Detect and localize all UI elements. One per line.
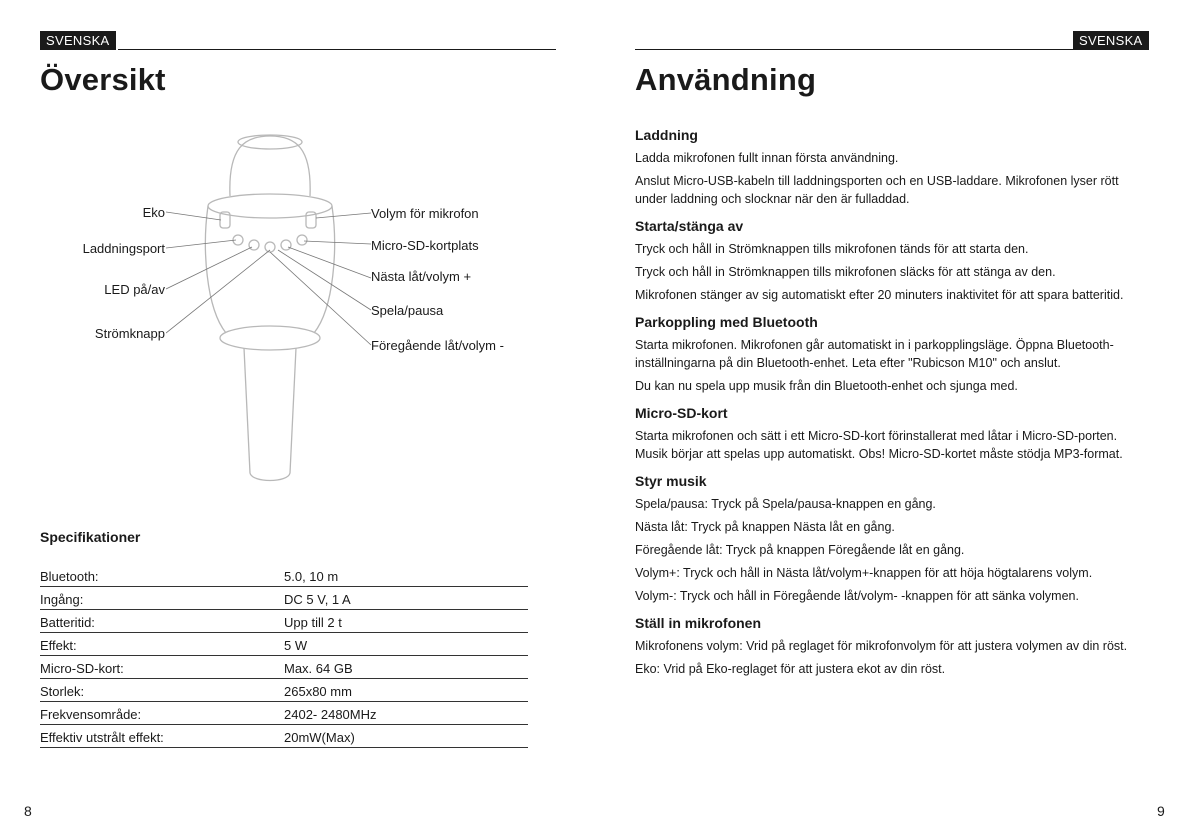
paragraph: Mikrofonens volym: Vrid på reglaget för mikrofonvolym för att justera volymen av din röst. [635, 639, 1128, 653]
paragraph: Spela/pausa: Tryck på Spela/pausa-knappen en gång. [635, 497, 936, 511]
language-badge-left: SVENSKA [40, 31, 116, 50]
callout-spela-pausa: Spela/pausa [371, 303, 444, 318]
spec-key: Effektiv utstrålt effekt: [40, 730, 164, 745]
microphone-diagram [166, 128, 376, 493]
callout-volym-mikrofon: Volym för mikrofon [371, 206, 479, 221]
callout-foregaende-lat: Föregående låt/volym - [371, 338, 504, 353]
paragraph: Föregående låt: Tryck på knappen Föregående låt en gång. [635, 543, 965, 557]
section-heading: Styr musik [635, 473, 707, 489]
usage-content [635, 126, 1151, 683]
spec-heading: Specifikationer [40, 529, 141, 545]
spec-key: Batteritid: [40, 615, 95, 630]
spec-row [40, 679, 528, 702]
spec-key: Storlek: [40, 684, 85, 699]
page-number-right: 9 [1157, 803, 1165, 819]
page-number-left: 8 [24, 803, 32, 819]
paragraph: Starta mikrofonen och sätt i ett Micro-SD-kort förinstallerat med låtar i Micro-SD-porten. Musik börjar att spelas upp automatiskt. Obs! Micro-SD-kortet måste stödja MP3-format. [635, 429, 1123, 461]
spec-row [40, 610, 528, 633]
callout-led: LED på/av [104, 282, 165, 297]
page-title-left: Översikt [40, 62, 166, 97]
spec-key: Micro-SD-kort: [40, 661, 124, 676]
paragraph: Starta mikrofonen. Mikrofonen går automatiskt in i parkopplingsläge. Öppna Bluetooth-inställningarna på din Bluetooth-enhet. Leta efter "Rubicson M10" och anslut. [635, 338, 1114, 370]
spec-key: Ingång: [40, 592, 84, 607]
spec-row [40, 633, 528, 656]
spec-row [40, 564, 528, 587]
spec-row [40, 587, 528, 610]
paragraph: Du kan nu spela upp musik från din Bluetooth-enhet och sjunga med. [635, 379, 1018, 393]
paragraph: Nästa låt: Tryck på knappen Nästa låt en gång. [635, 520, 895, 534]
spec-value: Max. 64 GB [284, 661, 353, 676]
callout-laddningsport: Laddningsport [82, 241, 165, 256]
paragraph: Tryck och håll in Strömknappen tills mikrofonen tänds för att starta den. [635, 242, 1029, 256]
paragraph: Volym-: Tryck och håll in Föregående låt/volym- -knappen för att sänka volymen. [635, 589, 1079, 603]
callout-eko: Eko [142, 205, 165, 220]
spec-table [40, 564, 528, 748]
callout-stromknapp: Strömknapp [94, 326, 165, 341]
paragraph: Mikrofonen stänger av sig automatiskt efter 20 minuters inaktivitet för att spara batteritid. [635, 288, 1124, 302]
spec-value: 5 W [284, 638, 308, 653]
spec-key: Frekvensområde: [40, 707, 142, 722]
page-title-right: Användning [635, 62, 817, 97]
spec-key: Bluetooth: [40, 569, 99, 584]
spec-row [40, 702, 528, 725]
header-rule-left [118, 49, 556, 50]
paragraph: Tryck och håll in Strömknappen tills mikrofonen släcks för att stänga av den. [635, 265, 1056, 279]
spec-value: 2402- 2480MHz [284, 707, 377, 722]
paragraph: Anslut Micro-USB-kabeln till laddningsporten och en USB-laddare. Mikrofonen lyser rött under laddning och slocknar när den är fulladdad. [635, 174, 1119, 206]
spec-value: Upp till 2 t [284, 615, 342, 630]
language-badge-right: SVENSKA [1073, 31, 1149, 50]
section-heading: Laddning [635, 127, 698, 143]
section-heading: Parkoppling med Bluetooth [635, 314, 818, 330]
spec-key: Effekt: [40, 638, 77, 653]
spec-row [40, 656, 528, 679]
section-heading: Starta/stänga av [635, 218, 744, 234]
callout-nasta-lat: Nästa låt/volym + [371, 269, 472, 284]
spec-value: 20mW(Max) [284, 730, 355, 745]
spec-value: DC 5 V, 1 A [284, 592, 351, 607]
paragraph: Eko: Vrid på Eko-reglaget för att justera ekot av din röst. [635, 662, 946, 676]
header-rule-right [635, 49, 1073, 50]
spec-value: 265x80 mm [284, 684, 352, 699]
section-heading: Ställ in mikrofonen [635, 615, 762, 631]
paragraph: Volym+: Tryck och håll in Nästa låt/volym+-knappen för att höja högtalarens volym. [635, 566, 1093, 580]
section-heading: Micro-SD-kort [635, 405, 728, 421]
callout-micro-sd: Micro-SD-kortplats [371, 238, 479, 253]
spec-row [40, 725, 528, 748]
spec-value: 5.0, 10 m [284, 569, 339, 584]
paragraph: Ladda mikrofonen fullt innan första användning. [635, 151, 899, 165]
